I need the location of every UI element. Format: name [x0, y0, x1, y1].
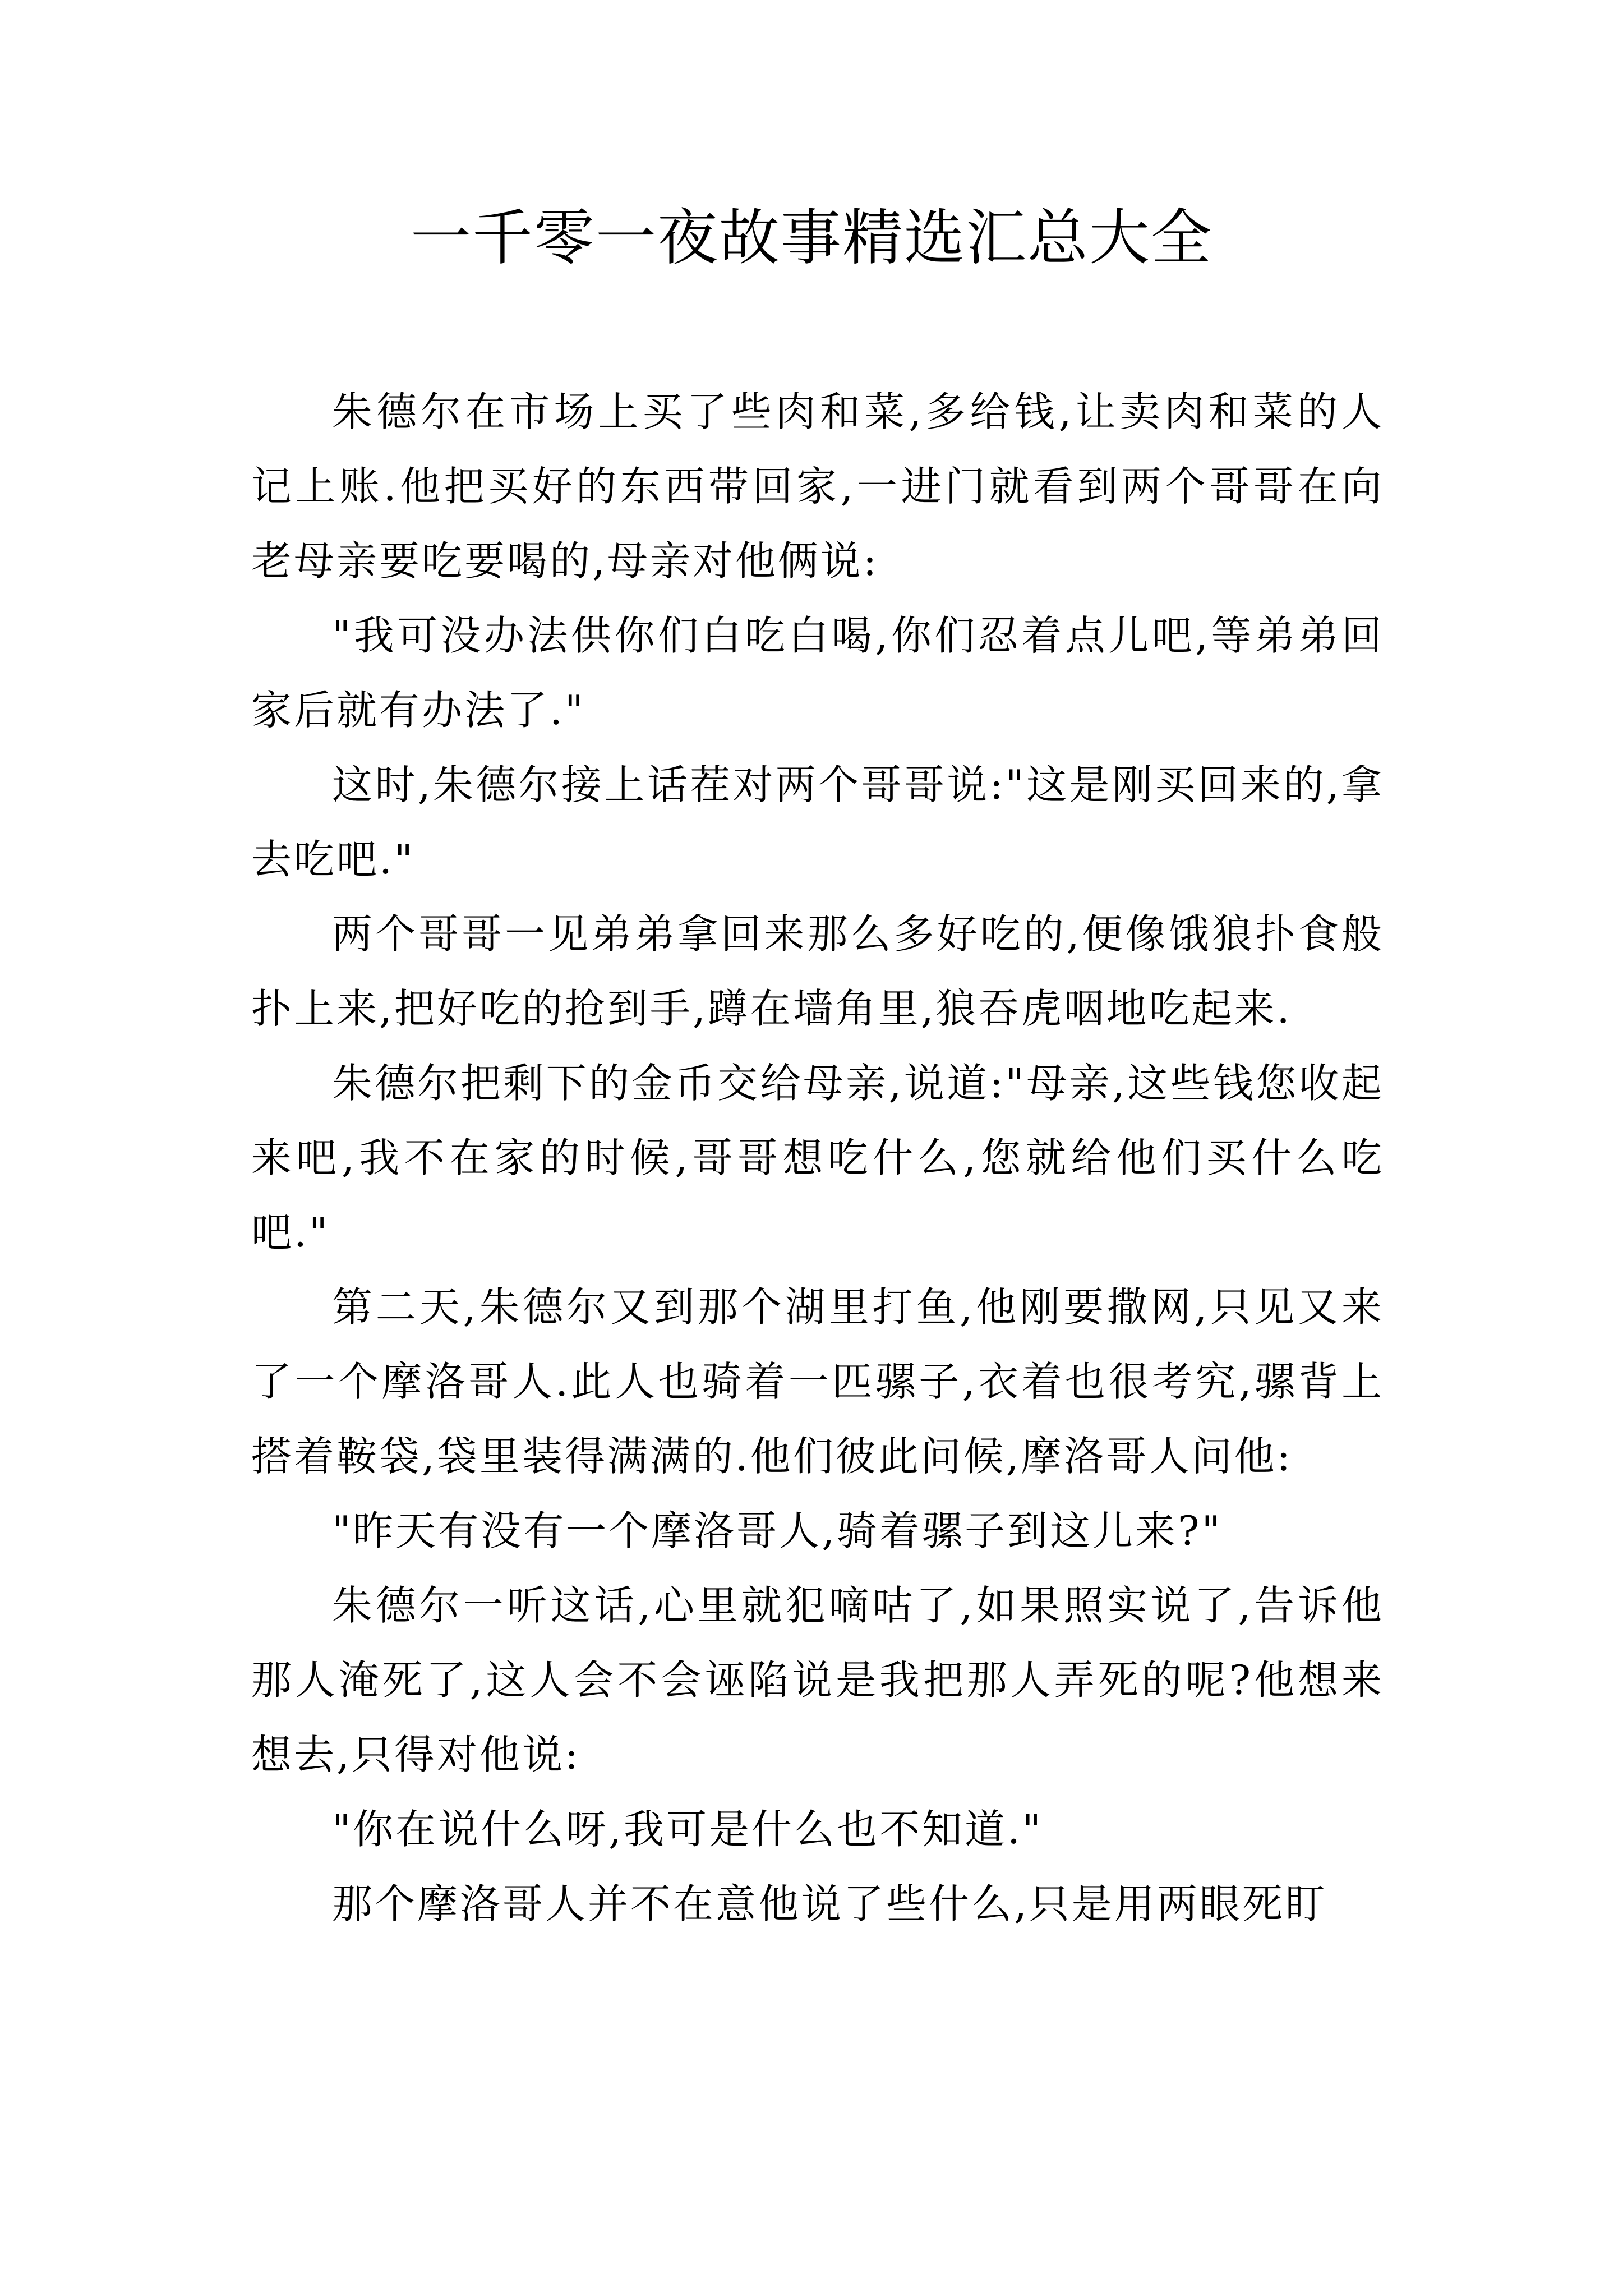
- paragraph: 朱德尔在市场上买了些肉和菜,多给钱,让卖肉和菜的人记上账.他把买好的东西带回家,一进门就看到两个哥哥在向老母亲要吃要喝的,母亲对他俩说:: [251, 388, 1384, 585]
- paragraph: 朱德尔把剩下的金币交给母亲,说道:"母亲,这些钱您收起来吧,我不在家的时候,哥哥想吃什么,您就给他们买什么吃吧.": [251, 1060, 1384, 1256]
- paragraph: 那个摩洛哥人并不在意他说了些什么,只是用两眼死盯: [332, 1880, 1327, 1927]
- paragraph: "我可没办法供你们白吃白喝,你们忍着点儿吧,等弟弟回家后就有办法了.": [251, 612, 1384, 734]
- paragraph: "昨天有没有一个摩洛哥人,骑着骡子到这儿来?": [332, 1507, 1223, 1554]
- document-title: 一千零一夜故事精选汇总大全: [410, 203, 1212, 273]
- paragraph: "你在说什么呀,我可是什么也不知道.": [332, 1806, 1044, 1853]
- paragraph: 第二天,朱德尔又到那个湖里打鱼,他刚要撒网,只见又来了一个摩洛哥人.此人也骑着一匹骡子,衣着也很考究,骡背上搭着鞍袋,袋里装得满满的.他们彼此问候,摩洛哥人问他:: [251, 1283, 1384, 1480]
- paragraph: 这时,朱德尔接上话茬对两个哥哥说:"这是刚买回来的,拿去吃吧.": [251, 761, 1384, 883]
- paragraph: 朱德尔一听这话,心里就犯嘀咕了,如果照实说了,告诉他那人淹死了,这人会不会诬陷说是我把那人弄死的呢?他想来想去,只得对他说:: [251, 1582, 1384, 1778]
- paragraph: 两个哥哥一见弟弟拿回来那么多好吃的,便像饿狼扑食般扑上来,把好吃的抢到手,蹲在墙角里,狼吞虎咽地吃起来.: [251, 910, 1384, 1032]
- document-body: [251, 375, 1384, 1941]
